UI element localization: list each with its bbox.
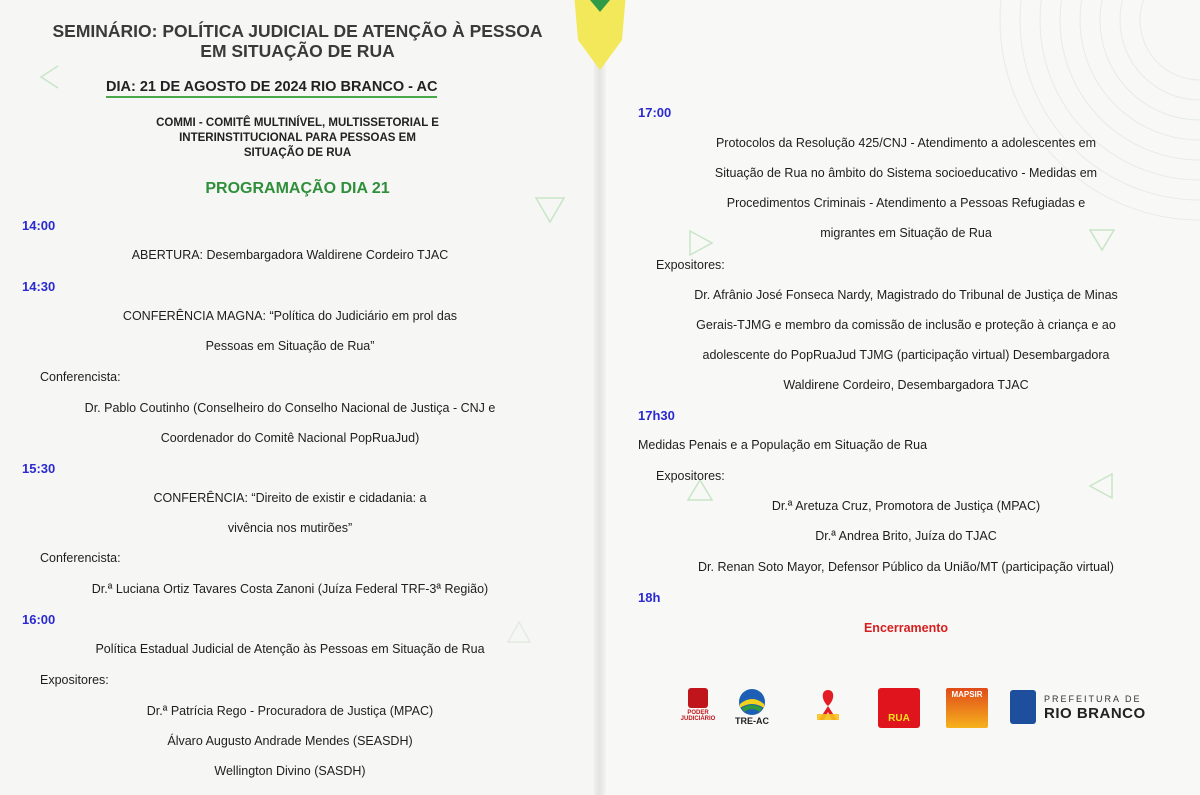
- time-1700: 17:00: [638, 105, 672, 120]
- program-title: PROGRAMAÇÃO DIA 21: [205, 180, 390, 197]
- triangle-outline-icon: [534, 196, 566, 224]
- mapsir-logo: [946, 688, 988, 728]
- afranio-line-3: adolescente do PopRuaJud TJMG (participação virtual) Desembargadora: [702, 348, 1110, 362]
- logo-label: TRE-AC: [735, 716, 769, 726]
- logo-label: PODER JUDICIÁRIO: [680, 710, 716, 722]
- conf2-line-2: vivência nos mutirões”: [227, 521, 353, 535]
- expositores-label: Expositores:: [656, 469, 725, 483]
- commi-line: SITUAÇÃO DE RUA: [243, 147, 352, 159]
- patricia-text: Dr.ª Patrícia Rego - Procuradora de Justiça (MPAC): [146, 704, 434, 718]
- alvaro-text: Álvaro Augusto Andrade Mendes (SEASDH): [167, 734, 413, 748]
- logo-label: RUA: [888, 713, 910, 724]
- page-title: [20, 21, 575, 61]
- event-date: DIA: 21 DE AGOSTO DE 2024 RIO BRANCO - AC: [106, 79, 437, 98]
- commi-line: COMMI - COMITÊ MULTINÍVEL, MULTISSETORIAL E: [156, 117, 439, 129]
- afranio-line-4: Waldirene Cordeiro, Desembargadora TJAC: [783, 378, 1029, 392]
- andrea-text: Dr.ª Andrea Brito, Juíza do TJAC: [815, 529, 997, 543]
- logo-label: MAPSIR: [951, 690, 983, 699]
- abertura-text: ABERTURA: Desembargadora Waldirene Cordeiro TJAC: [131, 248, 449, 262]
- luciana-text: Dr.ª Luciana Ortiz Tavares Costa Zanoni (Juíza Federal TRF-3ª Região): [91, 582, 489, 596]
- protocolos-line-3: Procedimentos Criminais - Atendimento a Pessoas Refugiadas e: [726, 196, 1086, 210]
- top-yellow-green-ribbon: [572, 0, 628, 80]
- politica-text: Política Estadual Judicial de Atenção às Pessoas em Situação de Rua: [95, 642, 485, 656]
- triangle-outline-icon: [38, 64, 60, 90]
- aretuza-text: Dr.ª Aretuza Cruz, Promotora de Justiça (MPAC): [771, 499, 1041, 513]
- expositores-label: Expositores:: [656, 258, 725, 272]
- encerramento-text: Encerramento: [863, 621, 949, 635]
- right-page: [600, 0, 1200, 795]
- poder-judiciario-logo: [680, 688, 716, 722]
- logo-label: RIO BRANCO: [1044, 705, 1146, 722]
- background-rings-decoration: [980, 0, 1200, 260]
- rua-logo: [878, 688, 922, 728]
- time-1430: 14:30: [22, 279, 56, 294]
- ribbon-logo: [810, 688, 846, 722]
- pablo-line-1: Dr. Pablo Coutinho (Conselheiro do Conselho Nacional de Justiça - CNJ e: [84, 401, 496, 415]
- conferencista-label: Conferencista:: [40, 370, 121, 384]
- conf2-line-1: CONFERÊNCIA: “Direito de existir e cidadania: a: [153, 491, 427, 505]
- protocolos-line-4: migrantes em Situação de Rua: [820, 226, 992, 240]
- triangle-outline-icon: [506, 620, 532, 644]
- medidas-text: Medidas Penais e a População em Situação de Rua: [638, 438, 928, 452]
- protocolos-line-2: Situação de Rua no âmbito do Sistema socioeducativo - Medidas em: [714, 166, 1098, 180]
- page-fold: [594, 0, 606, 795]
- title-line: SEMINÁRIO: POLÍTICA JUDICIAL DE ATENÇÃO À PESSOA: [52, 21, 543, 41]
- wellington-text: Wellington Divino (SASDH): [214, 764, 366, 778]
- commi-line: INTERINSTITUCIONAL PARA PESSOAS EM: [179, 132, 416, 144]
- tre-ac-logo: [732, 688, 772, 726]
- commi-heading: [100, 116, 495, 161]
- magna-line-2: Pessoas em Situação de Rua”: [205, 339, 375, 353]
- afranio-line-2: Gerais-TJMG e membro da comissão de inclusão e proteção à criança e ao: [696, 318, 1116, 332]
- triangle-outline-icon: [1088, 472, 1114, 500]
- conferencista-label: Conferencista:: [40, 551, 121, 565]
- protocolos-line-1: Protocolos da Resolução 425/CNJ - Atendimento a adolescentes em: [715, 136, 1097, 150]
- time-1600: 16:00: [22, 612, 56, 627]
- time-1530: 15:30: [22, 461, 56, 476]
- time-1730: 17h30: [638, 408, 675, 423]
- renan-text: Dr. Renan Soto Mayor, Defensor Público da União/MT (participação virtual): [698, 560, 1114, 574]
- time-1800: 18h: [638, 590, 661, 605]
- sponsor-logos: [680, 688, 1160, 736]
- pablo-line-2: Coordenador do Comitê Nacional PopRuaJud): [160, 431, 420, 445]
- logo-label: PREFEITURA DE: [1044, 694, 1142, 704]
- title-line: EM SITUAÇÃO DE RUA: [200, 41, 395, 61]
- time-1400: 14:00: [22, 218, 56, 233]
- afranio-line-1: Dr. Afrânio José Fonseca Nardy, Magistrado do Tribunal de Justiça de Minas: [694, 288, 1118, 302]
- expositores-label: Expositores:: [40, 673, 109, 687]
- magna-line-1: CONFERÊNCIA MAGNA: “Política do Judiciário em prol das: [122, 309, 458, 323]
